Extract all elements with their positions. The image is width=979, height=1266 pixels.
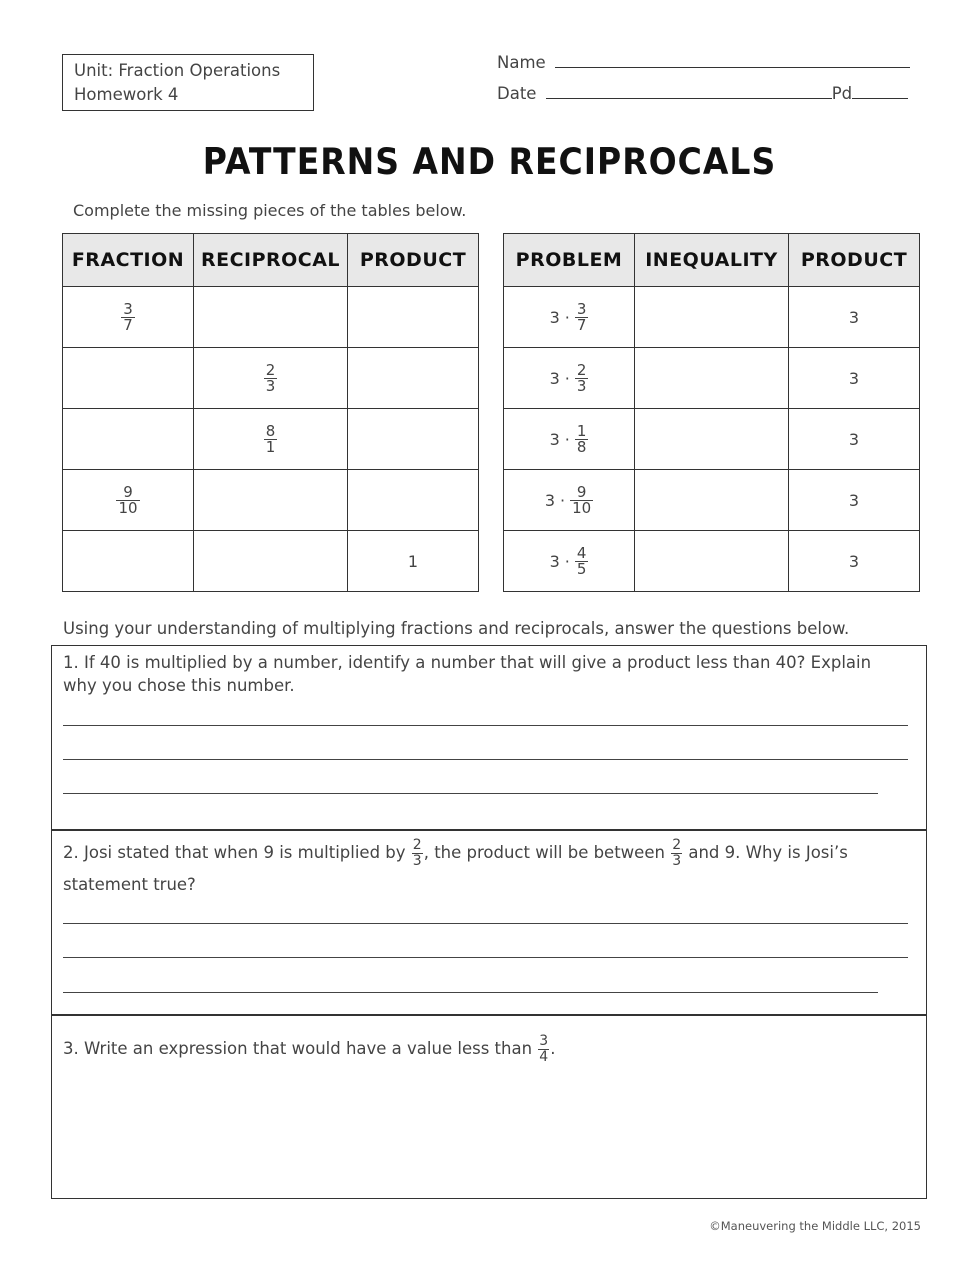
question-2-line-2: statement true? <box>63 875 196 894</box>
copyright: ©Maneuvering the Middle LLC, 2015 <box>709 1219 921 1233</box>
question-2-text-a: 2. Josi stated that when 9 is multiplied by <box>63 843 411 862</box>
answer-line[interactable] <box>63 759 908 760</box>
product-cell: 3 <box>789 409 920 470</box>
table-row <box>504 287 920 348</box>
denominator: 5 <box>576 559 587 578</box>
question-1-line-1: 1. If 40 is multiplied by a number, identify a number that will give a product less than 40? Explain <box>63 653 872 672</box>
whole-number: 3 <box>549 307 560 327</box>
inequality-cell[interactable] <box>635 287 789 348</box>
fraction <box>575 360 589 395</box>
whole-number: 3 <box>549 551 560 571</box>
numerator: 8 <box>265 421 276 440</box>
questions-intro: Using your understanding of multiplying fractions and reciprocals, answer the questions below. <box>63 619 850 638</box>
numerator: 3 <box>576 299 587 318</box>
times-dot: · <box>564 429 570 449</box>
question-2-text-b: , the product will be between <box>423 843 671 862</box>
table-row <box>504 531 920 592</box>
numerator: 9 <box>123 482 133 501</box>
numerator: 9 <box>576 482 587 501</box>
reciprocal-cell[interactable] <box>194 287 348 348</box>
denominator: 3 <box>265 376 276 395</box>
denominator: 4 <box>539 1049 549 1065</box>
problem-cell <box>504 470 635 531</box>
pd-line[interactable] <box>852 84 908 99</box>
header-product: PRODUCT <box>789 234 920 287</box>
answer-line[interactable] <box>63 992 878 993</box>
fraction <box>575 543 589 578</box>
fraction <box>264 421 278 456</box>
numerator: 3 <box>539 1033 549 1049</box>
table-row <box>504 409 920 470</box>
unit-box <box>62 54 314 111</box>
numerator: 2 <box>412 837 422 853</box>
denominator: 1 <box>265 437 276 456</box>
fraction-cell <box>63 470 194 531</box>
numerator: 2 <box>672 837 682 853</box>
fraction <box>264 360 278 395</box>
numerator: 2 <box>576 360 587 379</box>
table-row <box>504 470 920 531</box>
fraction <box>121 299 135 334</box>
product-cell[interactable] <box>348 470 479 531</box>
header-reciprocal: RECIPROCAL <box>194 234 348 287</box>
pd-label: Pd <box>831 84 853 103</box>
answer-line[interactable] <box>63 923 908 924</box>
fraction-cell <box>63 287 194 348</box>
answer-line[interactable] <box>63 725 908 726</box>
header-product: PRODUCT <box>348 234 479 287</box>
reciprocal-cell[interactable] <box>194 470 348 531</box>
fraction <box>412 838 423 869</box>
problem-cell <box>504 287 635 348</box>
problem-cell <box>504 409 635 470</box>
answer-line[interactable] <box>63 793 878 794</box>
product-cell: 3 <box>789 348 920 409</box>
fraction <box>671 838 682 869</box>
inequality-cell[interactable] <box>635 348 789 409</box>
whole-number: 3 <box>544 490 555 510</box>
denominator: 3 <box>576 376 587 395</box>
denominator: 7 <box>123 315 133 334</box>
denominator: 7 <box>576 315 587 334</box>
question-2-text-c: and 9. Why is Josi’s <box>683 843 848 862</box>
answer-line[interactable] <box>63 957 908 958</box>
question-2-line-1 <box>63 838 848 869</box>
header-inequality: INEQUALITY <box>635 234 789 287</box>
reciprocal-cell[interactable] <box>194 531 348 592</box>
times-dot: · <box>564 368 570 388</box>
table-row <box>63 348 479 409</box>
product-cell[interactable] <box>348 348 479 409</box>
fraction-cell[interactable] <box>63 348 194 409</box>
product-cell: 1 <box>348 531 479 592</box>
numerator: 1 <box>576 421 587 440</box>
question-3-text-a: 3. Write an expression that would have a value less than <box>63 1039 538 1058</box>
fraction <box>575 421 589 456</box>
question-1-line-2: why you chose this number. <box>63 676 295 695</box>
whole-number: 3 <box>549 368 560 388</box>
inequality-cell[interactable] <box>635 531 789 592</box>
homework-label: Homework 4 <box>74 85 179 104</box>
table-row <box>63 470 479 531</box>
denominator: 10 <box>572 498 592 517</box>
fraction-cell[interactable] <box>63 531 194 592</box>
denominator: 3 <box>412 853 422 869</box>
denominator: 10 <box>118 498 138 517</box>
date-label: Date <box>497 84 537 103</box>
table-row <box>504 348 920 409</box>
denominator: 8 <box>576 437 587 456</box>
reciprocal-cell <box>194 348 348 409</box>
question-1-box <box>51 645 927 831</box>
date-field[interactable] <box>497 84 908 103</box>
fraction <box>538 1034 549 1065</box>
question-3-box[interactable] <box>51 1014 927 1199</box>
product-cell[interactable] <box>348 287 479 348</box>
name-field[interactable] <box>497 53 910 72</box>
header-problem: PROBLEM <box>504 234 635 287</box>
whole-number: 3 <box>549 429 560 449</box>
fraction-table <box>62 233 479 592</box>
fraction <box>116 482 139 517</box>
question-2-box <box>51 829 927 1016</box>
inequality-cell[interactable] <box>635 470 789 531</box>
numerator: 4 <box>576 543 587 562</box>
table-row <box>63 531 479 592</box>
page-title: PATTERNS AND RECIPROCALS <box>202 140 777 183</box>
fraction <box>570 482 593 517</box>
name-label: Name <box>497 53 546 72</box>
header-fraction: FRACTION <box>63 234 194 287</box>
question-3-text-b: . <box>550 1039 556 1058</box>
product-cell: 3 <box>789 531 920 592</box>
numerator: 3 <box>123 299 133 318</box>
reciprocal-cell <box>194 409 348 470</box>
table-row <box>63 287 479 348</box>
product-cell: 3 <box>789 287 920 348</box>
problem-table <box>503 233 920 592</box>
instructions: Complete the missing pieces of the tables below. <box>73 201 467 220</box>
inequality-cell[interactable] <box>635 409 789 470</box>
product-cell: 3 <box>789 470 920 531</box>
question-3-line <box>63 1034 555 1065</box>
date-line[interactable] <box>546 84 832 99</box>
problem-cell <box>504 531 635 592</box>
table-row <box>63 409 479 470</box>
product-cell[interactable] <box>348 409 479 470</box>
fraction-cell[interactable] <box>63 409 194 470</box>
fraction <box>575 299 589 334</box>
times-dot: · <box>564 307 570 327</box>
unit-label: Unit: Fraction Operations <box>74 61 281 80</box>
name-line[interactable] <box>555 53 910 68</box>
numerator: 2 <box>265 360 276 379</box>
times-dot: · <box>560 490 566 510</box>
denominator: 3 <box>672 853 682 869</box>
times-dot: · <box>564 551 570 571</box>
problem-cell <box>504 348 635 409</box>
